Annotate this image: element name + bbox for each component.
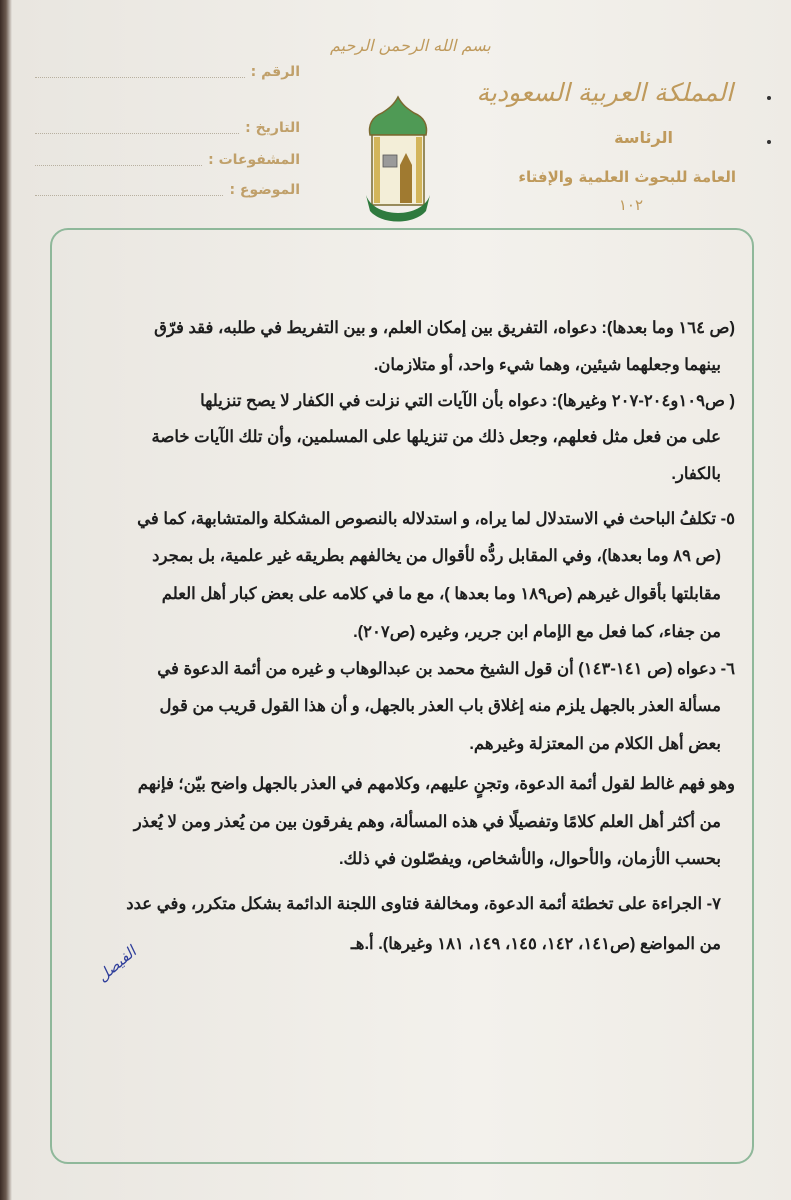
binder-hole xyxy=(767,140,771,144)
number-dotted-line xyxy=(35,67,245,78)
body-line: ٧- الجراءة على تخطئة أئمة الدعوة، ومخالفة فتاوى اللجنة الدائمة بشكل متكرر، وفي عدد xyxy=(126,895,721,913)
document-code: ١٠٢ xyxy=(618,196,643,214)
presidency-title: الرئاسة xyxy=(614,128,673,147)
emblem-logo xyxy=(364,95,432,227)
body-line: (ص ٨٩ وما بعدها)، وفي المقابل ردُّه لأقوال من يخالفهم بطريقه غير علمية، بل بمجرد xyxy=(152,547,721,565)
body-line: ٦- دعواه (ص ١٤١-١٤٣) أن قول الشيخ محمد بن عبدالوهاب و غيره من أئمة الدعوة في xyxy=(157,660,735,678)
body-line: بالكفار. xyxy=(671,465,721,483)
binder-hole xyxy=(767,96,771,100)
body-line: ( ص١٠٩و٢٠٤-٢٠٧ وغيرها): دعواه بأن الآيات التي نزلت في الكفار لا يصح تنزيلها xyxy=(200,392,735,410)
body-line: بعض أهل الكلام من المعتزلة وغيرهم. xyxy=(469,735,721,753)
body-line: من جفاء، كما فعل مع الإمام ابن جرير، وغيره (ص٢٠٧). xyxy=(353,623,721,641)
department-title: العامة للبحوث العلمية والإفتاء xyxy=(518,168,736,186)
body-line: على من فعل مثل فعلهم، وجعل ذلك من تنزيلها على المسلمين، وأن تلك الآيات خاصة xyxy=(151,428,721,446)
date-label: التاريخ : xyxy=(245,120,300,136)
body-line: بحسب الأزمان، والأحوال، والأشخاص، ويفصّلون في ذلك. xyxy=(338,850,721,868)
basmala: بسم الله الرحمن الرحيم xyxy=(330,36,491,55)
body-line: من المواضع (ص١٤١، ١٤٢، ١٤٥، ١٤٩، ١٨١ وغيرها). أ.هـ xyxy=(350,935,721,953)
date-dotted-line xyxy=(35,123,239,134)
handwritten-signature: الفيصل xyxy=(93,942,140,986)
body-line: مسألة العذر بالجهل يلزم منه إغلاق باب العذر بالجهل، و أن هذا القول قريب من قول xyxy=(159,697,721,715)
number-field xyxy=(35,64,300,80)
body-line: مقابلتها بأقوال غيرهم (ص١٨٩ وما بعدها )، مع ما في كلامه على بعض كبار أهل العلم xyxy=(161,585,721,603)
body-line: بينهما وجعلهما شيئين، وهما شيء واحد، أو متلازمان. xyxy=(373,356,721,374)
body-line: ٥- تكلفُ الباحث في الاستدلال لما يراه، و استدلاله بالنصوص المشكلة والمتشابهة، كما في xyxy=(137,510,735,528)
subject-field xyxy=(35,182,300,198)
body-line: وهو فهم غالط لقول أئمة الدعوة، وتجنٍ عليهم، وكلامهم في العذر بالجهل واضح بيّن؛ فإنهم xyxy=(137,775,735,793)
date-field xyxy=(35,120,300,136)
attachments-dotted-line xyxy=(35,155,202,166)
subject-label: الموضوع : xyxy=(229,182,300,198)
attachments-label: المشفوعات : xyxy=(208,152,300,168)
body-line: (ص ١٦٤ وما بعدها): دعواه، التفريق بين إمكان العلم، و بين التفريط في طلبه، فقد فرّق xyxy=(154,319,735,337)
kingdom-title: المملكة العربية السعودية xyxy=(476,78,733,107)
number-label: الرقم : xyxy=(250,64,300,80)
attachments-field xyxy=(35,152,300,168)
body-line: من أكثر أهل العلم كلامًا وتفصيلًا في هذه المسألة، وهم يفرقون بين من يُعذر ومن لا يُعذر xyxy=(133,813,721,831)
subject-dotted-line xyxy=(35,185,223,196)
